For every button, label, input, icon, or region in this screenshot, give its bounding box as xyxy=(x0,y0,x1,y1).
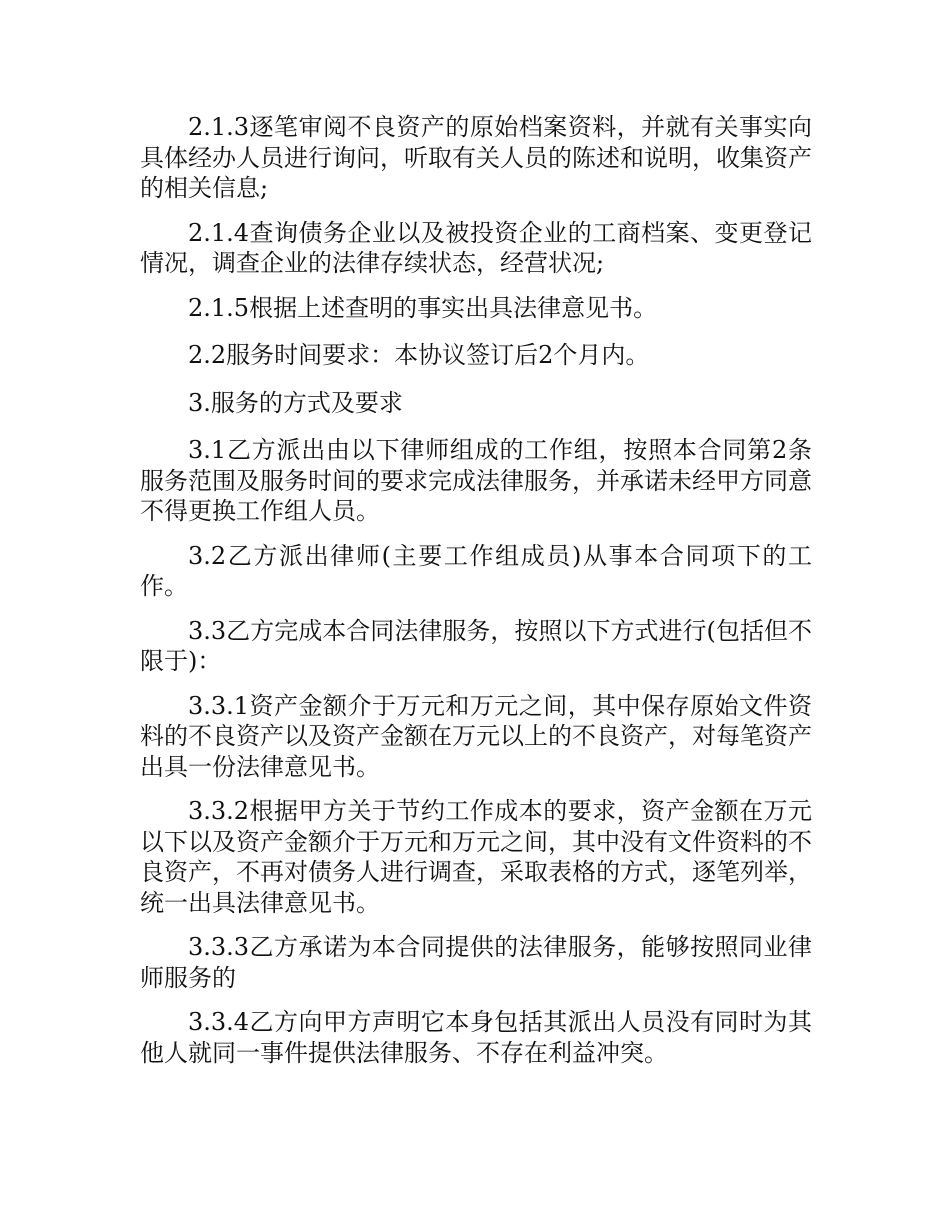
paragraph-3-3-2: 3.3.2根据甲方关于节约工作成本的要求，资产金额在万元以下以及资产金额介于万元和万元之间，其中没有文件资料的不良资产，不再对债务人进行调查，采取表格的方式，逐笔列举，统一出具法律意见书。 xyxy=(140,797,812,917)
paragraph-3-3-1: 3.3.1资产金额介于万元和万元之间，其中保存原始文件资料的不良资产以及资产金额在万元以上的不良资产，对每笔资产出具一份法律意见书。 xyxy=(140,691,812,781)
paragraph-3-3-3: 3.3.3乙方承诺为本合同提供的法律服务，能够按照同业律师服务的 xyxy=(140,933,812,992)
paragraph-3-3: 3.3乙方完成本合同法律服务，按照以下方式进行(包括但不限于)： xyxy=(140,616,812,675)
section-heading-3: 3.服务的方式及要求 xyxy=(188,388,403,417)
document-page xyxy=(140,112,812,1082)
paragraph-2-1-3: 2.1.3逐笔审阅不良资产的原始档案资料，并就有关事实向具体经办人员进行询问，听取有关人员的陈述和说明，收集资产的相关信息; xyxy=(140,113,812,202)
paragraph-2-1-5: 2.1.5根据上述查明的事实出具法律意见书。 xyxy=(188,293,658,322)
paragraph-3-2: 3.2乙方派出律师(主要工作组成员)从事本合同项下的工作。 xyxy=(140,541,812,600)
paragraph-3-3-4: 3.3.4乙方向甲方声明它本身包括其派出人员没有同时为其他人就同一事件提供法律服务、不存在利益冲突。 xyxy=(140,1008,812,1067)
paragraph-2-1-4: 2.1.4查询债务企业以及被投资企业的工商档案、变更登记情况，调查企业的法律存续状态，经营状况; xyxy=(140,218,812,277)
paragraph-3-1: 3.1乙方派出由以下律师组成的工作组，按照本合同第2条服务范围及服务时间的要求完成法律服务，并承诺未经甲方同意不得更换工作组人员。 xyxy=(140,436,812,525)
paragraph-2-2: 2.2服务时间要求：本协议签订后2个月内。 xyxy=(188,341,650,369)
